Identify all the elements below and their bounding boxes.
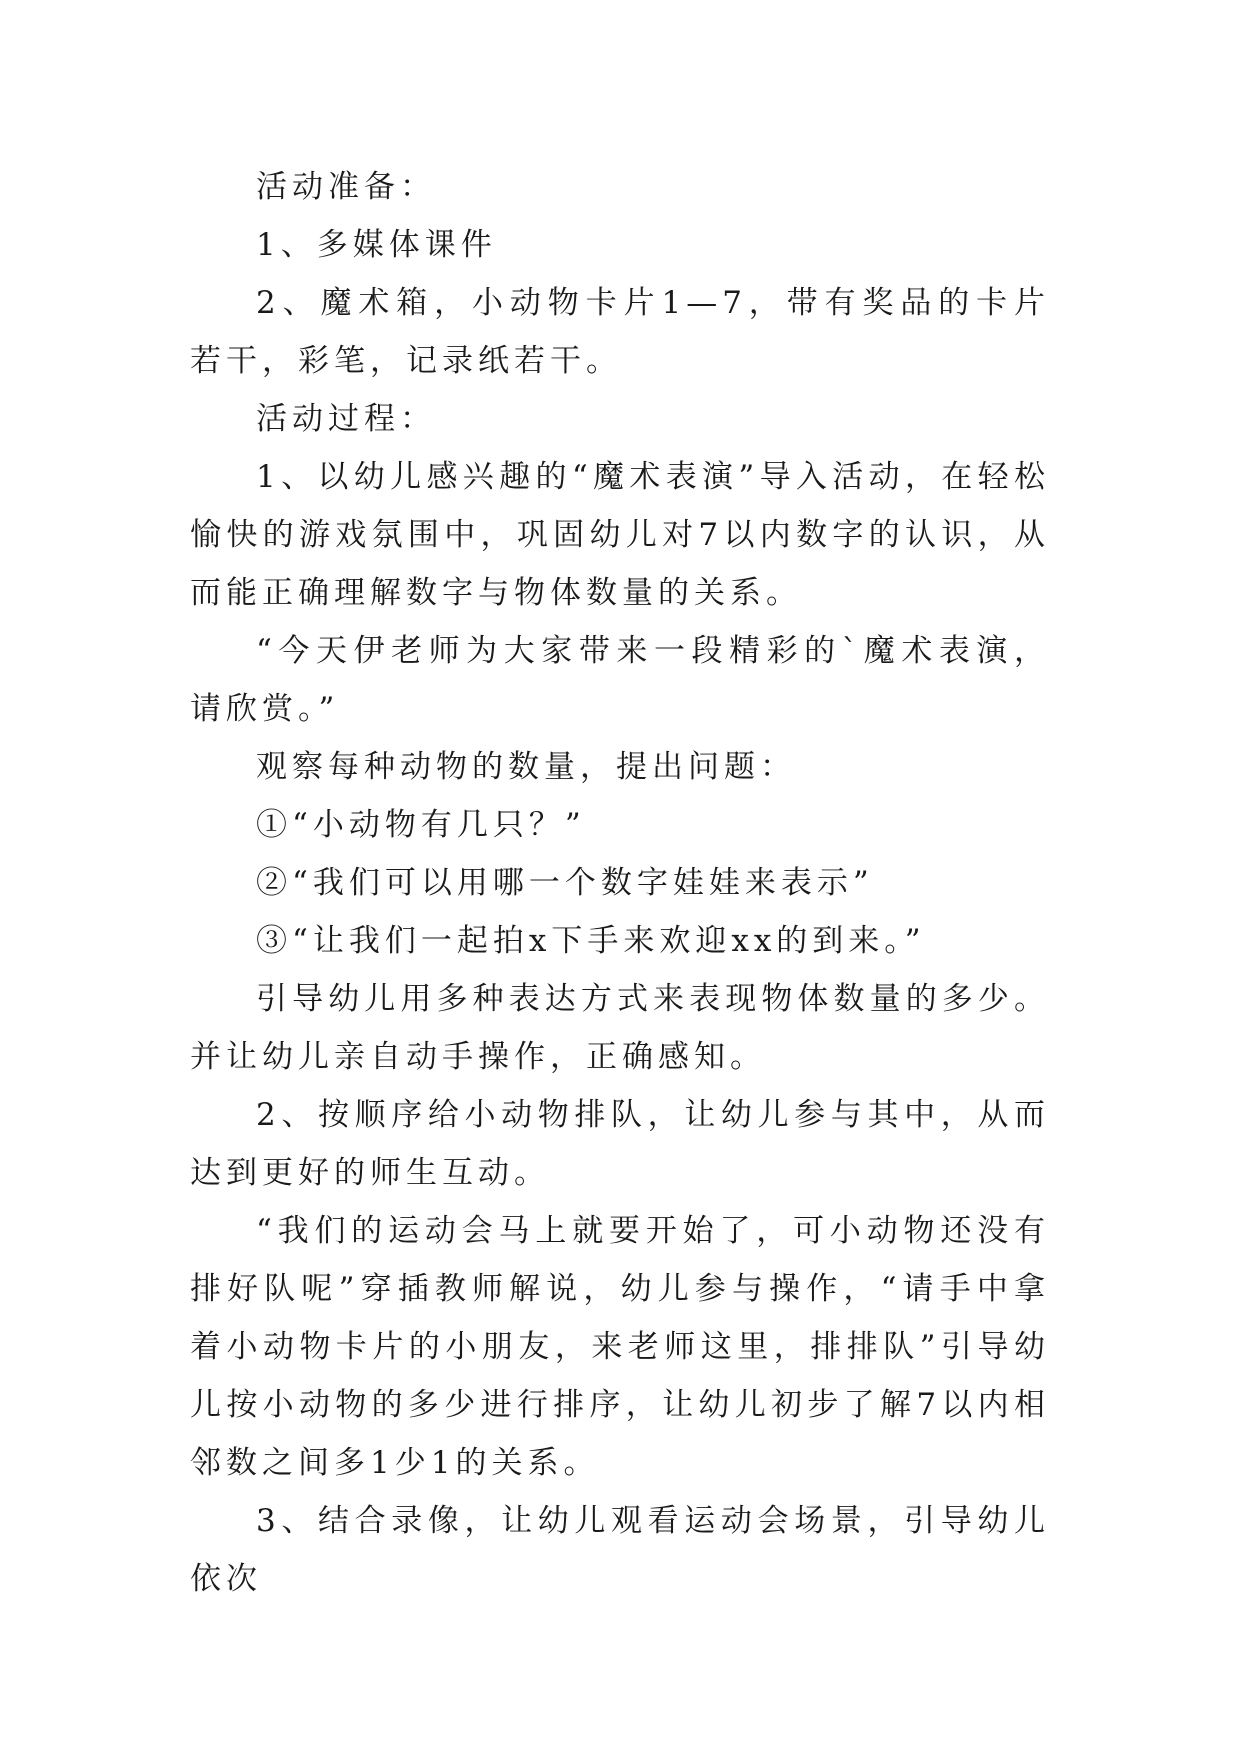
paragraph-process-heading: 活动过程： bbox=[256, 401, 436, 437]
paragraph-observe-animals: 观察每种动物的数量，提出问题： bbox=[256, 749, 796, 785]
paragraph-sports-meeting-quote: “我们的运动会马上就要开始了，可小动物还没有排好队呢”穿插教师解说，幼儿参与操作，“请手中拿着小动物卡片的小朋友，来老师这里，排排队”引导幼儿按小动物的多少进行排序，让幼儿初步了解7以内相邻数之间多1少1的关系。 bbox=[190, 1213, 1050, 1481]
paragraph-preparation-item-2: 2、魔术箱，小动物卡片1—7，带有奖品的卡片若干，彩笔，记录纸若干。 bbox=[190, 285, 1050, 379]
paragraph-question-3: ③“让我们一起拍x下手来欢迎xx的到来。” bbox=[256, 923, 926, 959]
paragraph-quote-magic-show: “今天伊老师为大家带来一段精彩的`魔术表演，请欣赏。” bbox=[190, 633, 1050, 727]
paragraph-question-1: ①“小动物有几只？” bbox=[256, 807, 586, 843]
paragraph-process-step-2: 2、按顺序给小动物排队，让幼儿参与其中，从而达到更好的师生互动。 bbox=[190, 1097, 1050, 1191]
paragraph-preparation-heading: 活动准备： bbox=[256, 169, 436, 205]
paragraph-guide-expression: 引导幼儿用多种表达方式来表现物体数量的多少。并让幼儿亲自动手操作，正确感知。 bbox=[190, 981, 1050, 1075]
document-page bbox=[190, 158, 1050, 1608]
paragraph-process-step-1: 1、以幼儿感兴趣的“魔术表演”导入活动，在轻松愉快的游戏氛围中，巩固幼儿对7以内数字的认识，从而能正确理解数字与物体数量的关系。 bbox=[190, 459, 1050, 611]
paragraph-preparation-item-1: 1、多媒体课件 bbox=[256, 227, 497, 263]
paragraph-process-step-3: 3、结合录像，让幼儿观看运动会场景，引导幼儿依次 bbox=[190, 1503, 1050, 1597]
paragraph-question-2: ②“我们可以用哪一个数字娃娃来表示” bbox=[256, 865, 874, 901]
